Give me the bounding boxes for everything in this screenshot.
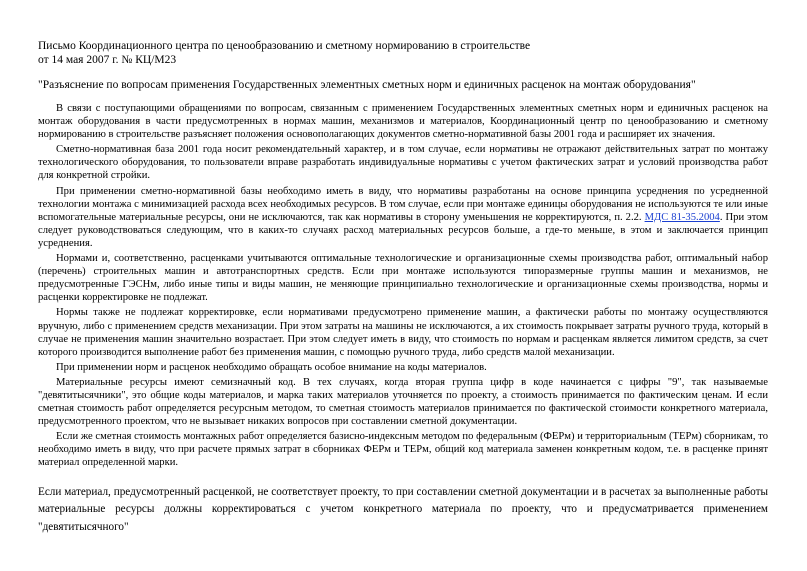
letter-date-number: от 14 мая 2007 г. № КЦ/М23 bbox=[38, 54, 177, 66]
document-body bbox=[38, 39, 768, 536]
paragraph-3-text-before: При применении сметно-нормативной базы необходимо иметь в виду, что нормативы разработаны на основе принципа усреднения по усредненной технологии монтажа с минимизацией расхода всех необходимых ресурсов. В том случае, если при монтаже единицы оборудования не используются те или иные вспомогательные материальные ресурсы, они не исключаются, так как нормативы в сторону уменьшения не корректируются, п. 2.2. bbox=[38, 185, 768, 223]
paragraph-5: Нормы также не подлежат корректировке, если нормативами предусмотрено применение машин, а фактически работы по монтажу осуществляются вручную, либо с применением средств механизации. При этом затраты на машины не исключаются, а их стоимость покрывает затраты ручного труда, который в случае не применения машин значительно возрастает. При этом следует иметь в виду, что стоимость по нормам и расценкам является лимитом средств, за счет которого производится выполнение работ без применения машин, с помощью ручного труда, либо средств малой механизации. bbox=[38, 307, 768, 358]
paragraph-1: В связи с поступающими обращениями по вопросам, связанным с применением Государственных элементных сметных норм и единичных расценок на монтаж оборудования в части предусмотренных в нормах машин, механизмов и материалов, Координационный центр по ценообразованию и сметному нормированию в строительстве разъясняет положения основополагающих документов сметно-нормативной базы 2001 года и расширяет их значения. bbox=[38, 103, 768, 141]
letter-title: Письмо Координационного центра по ценообразованию и сметному нормированию в строительстве bbox=[38, 40, 531, 52]
trailing-paragraph: Если материал, предусмотренный расценкой, не соответствует проекту, то при составлении сметной документации и в расчетах за выполненные работы материальные ресурсы должны корректироваться с учетом конкретного материала по проекту, что и предусматривается применением "девятитысячного" bbox=[38, 485, 768, 533]
mds-document-link[interactable]: МДС 81-35.2004 bbox=[644, 211, 720, 223]
paragraph-spacer bbox=[38, 472, 768, 484]
paragraph-4: Нормами и, соответственно, расценками учитываются оптимальные технологические и организационные схемы производства работ, оптимальный набор (перечень) строительных машин и автотранспортных средств. Если при монтаже используются типоразмерные группы машин и механизмов, не предусмотренные ГЭСНм, либо иные типы и виды машин, не меняющие принципиально технологические и организационные схемы производства, нормы и расценки корректировке не подлежат. bbox=[38, 253, 768, 304]
paragraph-3 bbox=[38, 185, 768, 250]
paragraph-3-text-after: . При этом следует руководствоваться следующим, что в каких-то случаях расход материальных ресурсов больше, а где-то меньше, в этом и заключается принцип усреднения. bbox=[38, 211, 768, 249]
paragraph-6: При применении норм и расценок необходимо обращать особое внимание на коды материалов. bbox=[56, 361, 487, 373]
letter-subject: "Разъяснение по вопросам применения Государственных элементных сметных норм и единичных расценок на монтаж оборудования" bbox=[38, 79, 696, 91]
paragraph-2: Сметно-нормативная база 2001 года носит рекомендательный характер, и в том случае, если нормативы не отражают действительных затрат по монтажу технологического оборудования, то пользователи вправе разработать индивидуальные нормативы с учетом фактических затрат и условий производства работ для конкретной стройки. bbox=[38, 144, 768, 182]
paragraph-8: Если же сметная стоимость монтажных работ определяется базисно-индексным методом по федеральным (ФЕРм) и территориальным (ТЕРм) сборникам, то необходимо иметь в виду, что при расчете прямых затрат в сборниках ФЕРм и ТЕРм, общий код материала заменен конкретным кодом, т.е. в расценке принят материал определенной марки. bbox=[38, 431, 768, 469]
paragraph-7: Материальные ресурсы имеют семизначный код. В тех случаях, когда вторая группа цифр в коде начинается с цифры "9", так называемые "девятитысячники", это общие коды материалов, и марка таких материалов уточняется по проекту, а стоимость принимается по фактическим ценам. И если сметная стоимость работ определяется ресурсным методом, то сметная стоимость материалов принимается по фактической стоимости конкретного материала, предусмотренного проектом, что не вызывает никаких вопросов при составлении сметной документации. bbox=[38, 376, 768, 428]
